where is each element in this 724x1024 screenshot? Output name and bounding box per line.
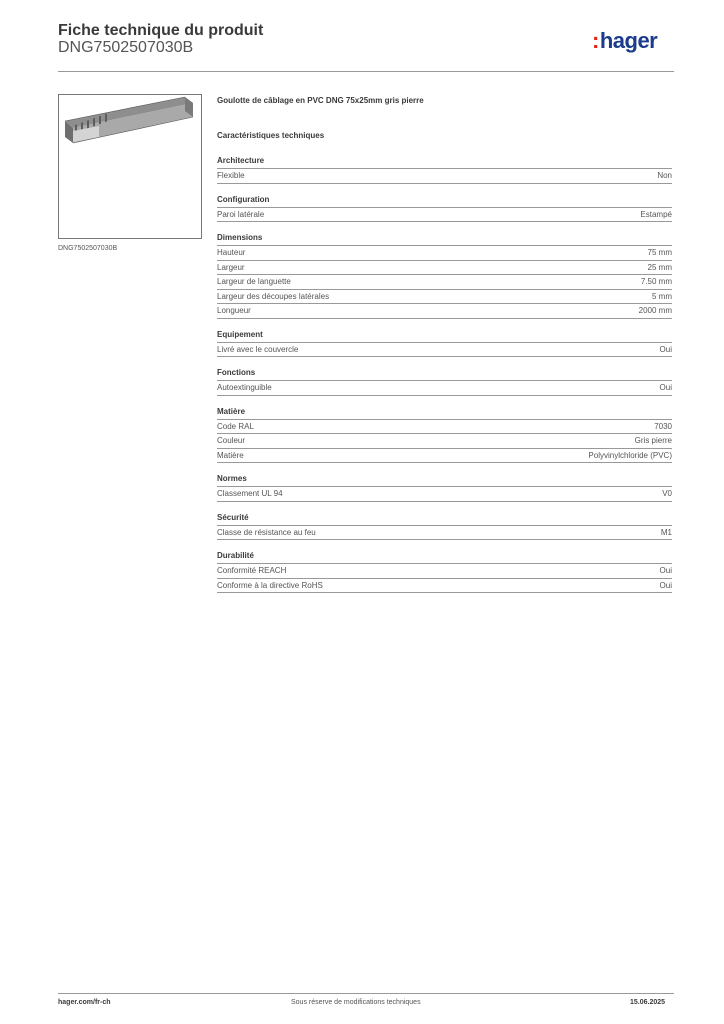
spec-row: [217, 434, 672, 449]
spec-value: Oui: [659, 383, 672, 392]
section-title: Durabilité: [217, 551, 672, 564]
image-caption: DNG7502507030B: [58, 245, 118, 252]
specs-content: [217, 96, 672, 604]
spec-label: Paroi latérale: [217, 209, 265, 219]
spec-label: Conforme à la directive RoHS: [217, 580, 323, 590]
spec-label: Largeur des découpes latérales: [217, 291, 330, 301]
spec-value: Non: [657, 171, 672, 180]
spec-row: [217, 449, 672, 464]
hager-logo[interactable]: [592, 28, 657, 54]
spec-section: [217, 474, 672, 502]
spec-label: Matière: [217, 450, 244, 460]
section-title: Fonctions: [217, 368, 672, 381]
section-title: Architecture: [217, 156, 672, 169]
footer-website[interactable]: hager.com/fr-ch: [58, 999, 111, 1006]
spec-row: [217, 579, 672, 594]
spec-value: 7.50 mm: [640, 277, 672, 286]
spec-row: [217, 420, 672, 435]
spec-value: Oui: [659, 580, 672, 590]
spec-section: [217, 195, 672, 223]
spec-section: [217, 233, 672, 319]
spec-value: 25 mm: [647, 262, 672, 272]
spec-value: 7030: [654, 421, 672, 431]
spec-sections: [217, 156, 672, 593]
product-code: DNG7502507030B: [58, 39, 194, 56]
spec-label: Largeur: [217, 262, 245, 272]
spec-row: [217, 246, 672, 261]
specs-title: Caractéristiques techniques: [217, 131, 325, 140]
spec-row: [217, 208, 672, 223]
footer-disclaimer: Sous réserve de modifications techniques: [291, 999, 421, 1006]
footer-divider: [58, 993, 674, 994]
product-description: Goulotte de câblage en PVC DNG 75x25mm gris pierre: [217, 96, 424, 105]
spec-label: Classe de résistance au feu: [217, 527, 316, 537]
spec-value: Estampé: [640, 209, 672, 219]
spec-row: [217, 304, 672, 319]
spec-label: Longueur: [217, 306, 251, 315]
spec-label: Livré avec le couvercle: [217, 344, 299, 354]
spec-section: [217, 407, 672, 464]
spec-section: [217, 551, 672, 593]
spec-value: 2000 mm: [638, 306, 672, 315]
spec-label: Autoextinguible: [217, 383, 272, 392]
spec-label: Code RAL: [217, 421, 254, 431]
spec-value: Polyvinylchloride (PVC): [588, 450, 672, 460]
spec-section: [217, 156, 672, 184]
spec-row: [217, 487, 672, 502]
section-title: Matière: [217, 407, 672, 420]
spec-value: M1: [660, 527, 672, 537]
spec-section: [217, 330, 672, 358]
spec-row: [217, 169, 672, 184]
header-divider: [58, 71, 674, 72]
spec-value: 5 mm: [652, 291, 672, 301]
spec-label: Flexible: [217, 171, 245, 180]
spec-value: Gris pierre: [634, 436, 672, 445]
spec-label: Conformité REACH: [217, 566, 287, 575]
spec-row: [217, 564, 672, 579]
spec-value: 75 mm: [647, 248, 672, 257]
spec-label: Couleur: [217, 436, 246, 445]
section-title: Equipement: [217, 330, 672, 343]
spec-value: V0: [662, 489, 672, 498]
spec-row: [217, 343, 672, 358]
spec-value: Oui: [659, 566, 672, 575]
spec-value: Oui: [659, 344, 672, 354]
section-title: Dimensions: [217, 233, 672, 246]
spec-label: Hauteur: [217, 248, 246, 257]
spec-label: Classement UL 94: [217, 489, 283, 498]
logo-prefix: :: [592, 28, 599, 53]
spec-row: [217, 526, 672, 541]
spec-section: [217, 368, 672, 396]
spec-label: Largeur de languette: [217, 277, 291, 286]
logo-text: hager: [599, 28, 658, 53]
spec-row: [217, 381, 672, 396]
section-title: Configuration: [217, 195, 672, 208]
section-title: Sécurité: [217, 513, 672, 526]
spec-row: [217, 261, 672, 276]
spec-row: [217, 290, 672, 305]
page-title: Fiche technique du produit: [58, 22, 264, 39]
spec-row: [217, 275, 672, 290]
section-title: Normes: [217, 474, 672, 487]
product-image: [58, 94, 202, 239]
cable-duct-icon: [59, 95, 201, 238]
spec-section: [217, 513, 672, 541]
footer-date: 15.06.2025: [630, 999, 666, 1006]
